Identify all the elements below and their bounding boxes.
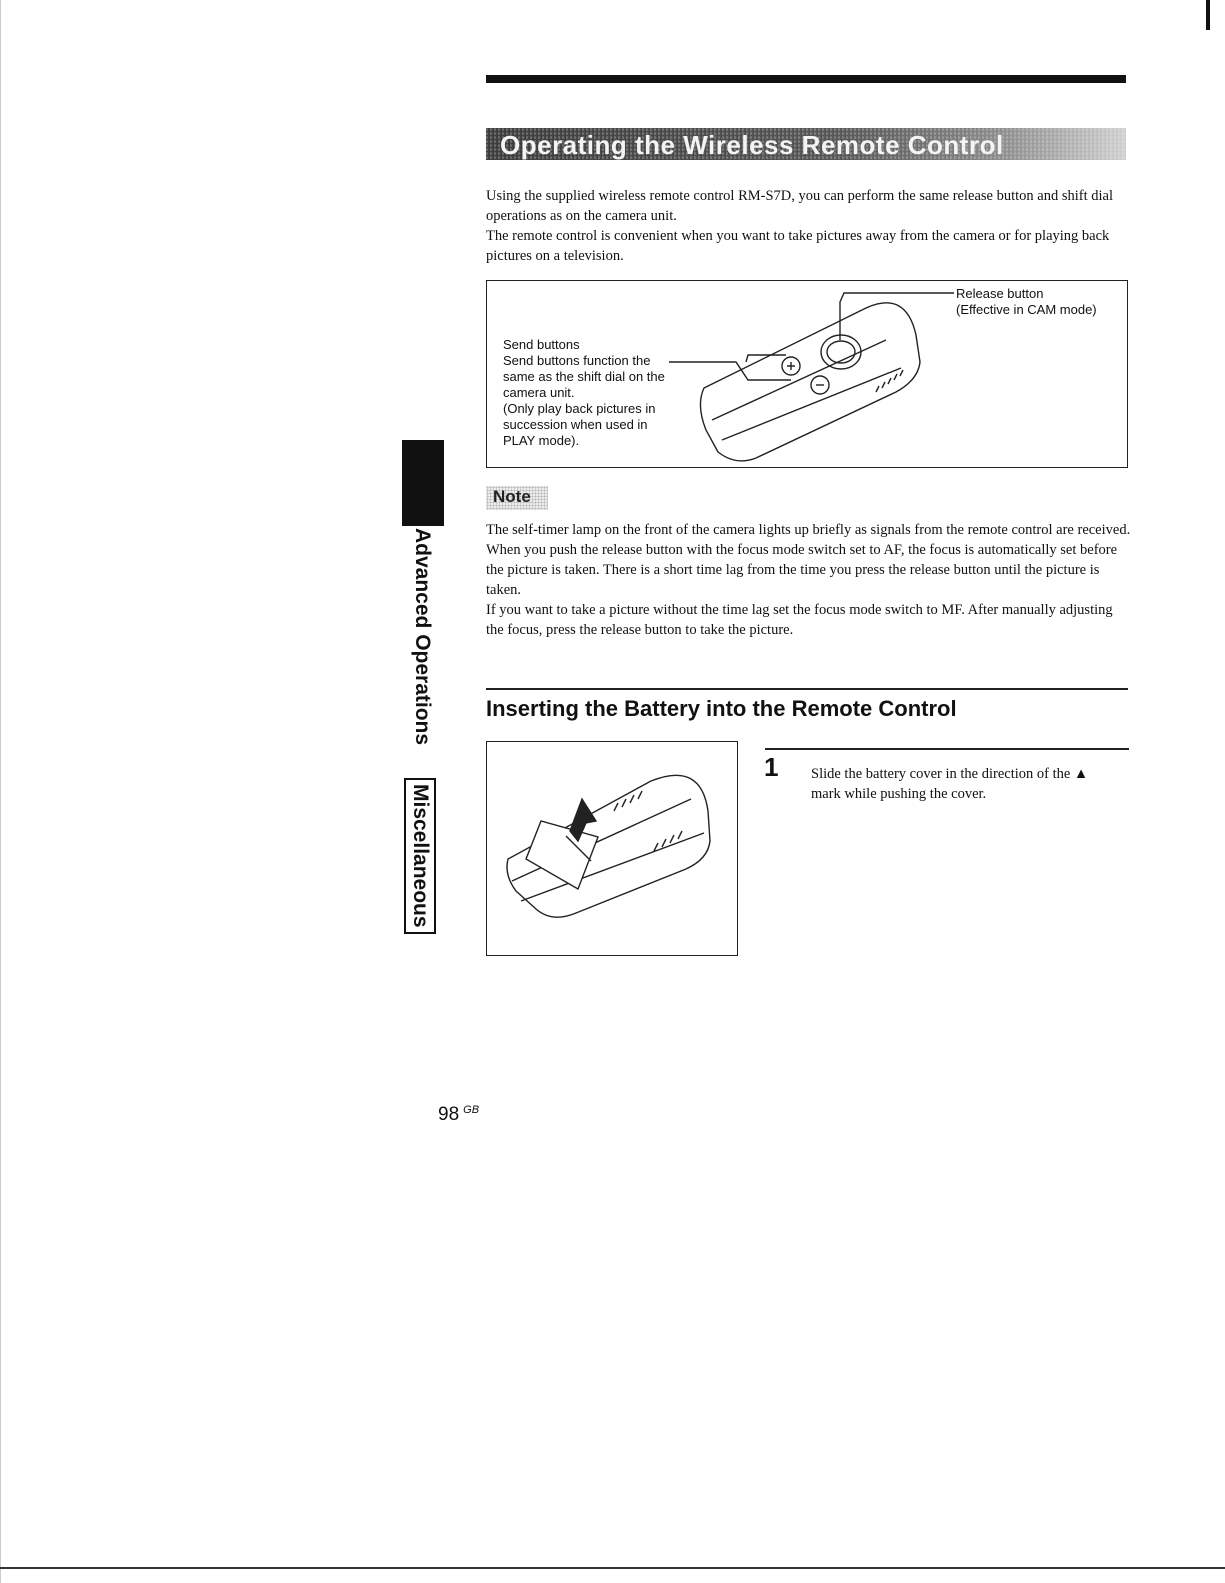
language-code: GB bbox=[463, 1104, 480, 1116]
send-buttons-note: (Only play back pictures in succession when used in PLAY mode). bbox=[503, 401, 656, 448]
intro-paragraph-2: The remote control is convenient when you want to take pictures away from the camera or for playing back pictures on a television. bbox=[486, 228, 1110, 264]
battery-heading: Inserting the Battery into the Remote Control bbox=[486, 696, 957, 721]
release-button-description: (Effective in CAM mode) bbox=[956, 302, 1097, 317]
note-text bbox=[486, 520, 1131, 640]
note-paragraph-2: When you push the release button with the focus mode switch set to AF, the focus is automatically set before the picture is taken. There is a short time lag from the time you press the release button until the picture is taken. bbox=[486, 542, 1118, 598]
release-button-callout bbox=[956, 286, 1126, 318]
chapter-tab-subtitle: Miscellaneous bbox=[404, 778, 436, 934]
scan-edge-mark bbox=[1206, 0, 1210, 30]
battery-insertion-illustration bbox=[486, 741, 738, 956]
release-button-label: Release button bbox=[956, 286, 1044, 301]
note-paragraph-3: If you want to take a picture without the time lag set the focus mode switch to MF. After manually adjusting the focus, press the release button to take the picture. bbox=[486, 602, 1113, 638]
send-buttons-description: Send buttons function the same as the shift dial on the camera unit. bbox=[503, 353, 665, 400]
page-number: 98 bbox=[438, 1104, 460, 1125]
chapter-tab-title: Advanced Operations bbox=[411, 528, 434, 746]
section-title: Operating the Wireless Remote Control bbox=[500, 130, 1004, 160]
note-badge bbox=[486, 486, 548, 510]
chapter-tab-marker bbox=[402, 440, 444, 526]
intro-text bbox=[486, 186, 1126, 266]
send-buttons-callout bbox=[503, 337, 673, 449]
top-rule bbox=[486, 75, 1126, 83]
send-buttons-label: Send buttons bbox=[503, 337, 580, 352]
section-divider bbox=[486, 688, 1128, 690]
scan-left-edge bbox=[0, 0, 1, 1583]
section-title-bar bbox=[486, 128, 1126, 160]
step-number: 1 bbox=[764, 752, 779, 782]
page-footer bbox=[438, 1104, 479, 1126]
scan-bottom-edge bbox=[0, 1567, 1225, 1569]
note-paragraph-1: The self-timer lamp on the front of the camera lights up briefly as signals from the remote control are received. bbox=[486, 522, 1131, 538]
intro-paragraph-1: Using the supplied wireless remote control RM-S7D, you can perform the same release button and shift dial operations as on the camera unit. bbox=[486, 188, 1113, 224]
step-instruction: Slide the battery cover in the direction of the ▲ mark while pushing the cover. bbox=[811, 766, 1089, 802]
note-label: Note bbox=[493, 487, 531, 506]
step-divider bbox=[765, 748, 1129, 750]
